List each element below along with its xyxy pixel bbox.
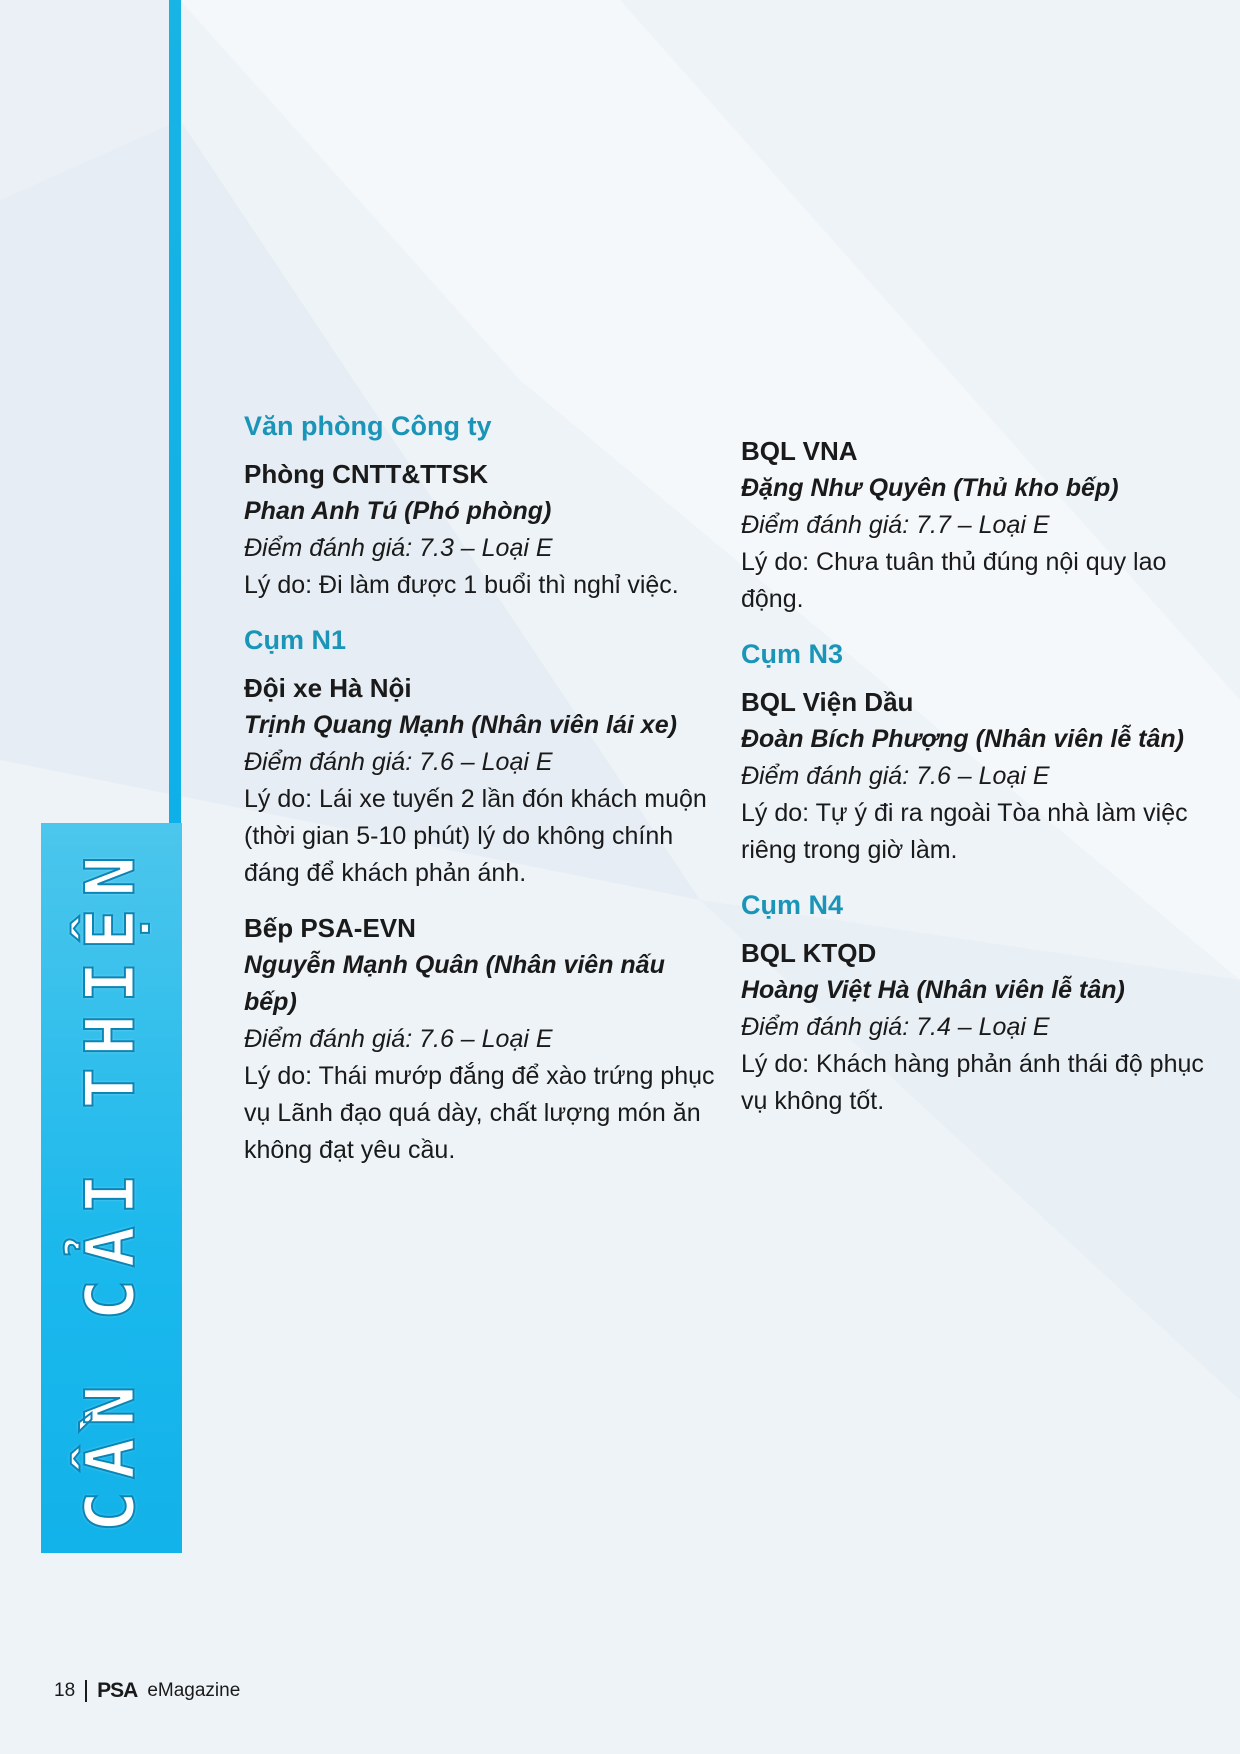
section-group bbox=[741, 636, 1211, 869]
side-title: CẦN CẢI THIỆN bbox=[71, 843, 151, 1533]
employee-entry bbox=[741, 684, 1211, 869]
employee-name: Phan Anh Tú (Phó phòng) bbox=[244, 497, 552, 525]
evaluation-score: Điểm đánh giá: 7.4 – Loại E bbox=[741, 1013, 1050, 1041]
evaluation-score: Điểm đánh giá: 7.3 – Loại E bbox=[244, 534, 553, 562]
unit-name: BQL Viện Dầu bbox=[741, 687, 914, 717]
cluster-heading: Văn phòng Công ty bbox=[244, 411, 492, 441]
employee-entry bbox=[244, 670, 724, 892]
employee-entry bbox=[244, 456, 724, 604]
evaluation-score: Điểm đánh giá: 7.6 – Loại E bbox=[741, 762, 1050, 790]
unit-name: Bếp PSA-EVN bbox=[244, 913, 416, 943]
accent-vertical-bar bbox=[169, 0, 181, 825]
employee-entry bbox=[741, 433, 1211, 618]
unit-name: BQL KTQD bbox=[741, 938, 877, 968]
evaluation-score: Điểm đánh giá: 7.6 – Loại E bbox=[244, 1025, 553, 1053]
evaluation-score: Điểm đánh giá: 7.7 – Loại E bbox=[741, 511, 1050, 539]
employee-name: Hoàng Việt Hà (Nhân viên lễ tân) bbox=[741, 976, 1125, 1004]
footer-divider bbox=[85, 1680, 87, 1702]
reason-text: Lý do: Đi làm được 1 buổi thì nghỉ việc. bbox=[244, 571, 679, 599]
cluster-heading: Cụm N3 bbox=[741, 639, 844, 669]
section-group bbox=[741, 887, 1211, 1120]
page-footer bbox=[54, 1676, 240, 1706]
employee-name: Đặng Như Quyên (Thủ kho bếp) bbox=[741, 474, 1119, 502]
left-column bbox=[244, 408, 724, 1187]
reason-text: Lý do: Chưa tuân thủ đúng nội quy lao động. bbox=[741, 548, 1167, 613]
right-column bbox=[741, 433, 1211, 1138]
employee-name: Trịnh Quang Mạnh (Nhân viên lái xe) bbox=[244, 711, 677, 739]
cluster-heading: Cụm N4 bbox=[741, 890, 844, 920]
section-group bbox=[741, 433, 1211, 618]
cluster-heading: Cụm N1 bbox=[244, 625, 347, 655]
section-group bbox=[244, 622, 724, 1169]
reason-text: Lý do: Khách hàng phản ánh thái độ phục vụ không tốt. bbox=[741, 1050, 1204, 1115]
unit-name: Phòng CNTT&TTSK bbox=[244, 459, 489, 489]
unit-name: Đội xe Hà Nội bbox=[244, 673, 412, 703]
employee-name: Đoàn Bích Phượng (Nhân viên lễ tân) bbox=[741, 725, 1184, 753]
employee-entry bbox=[244, 910, 724, 1169]
reason-text: Lý do: Thái mướp đắng để xào trứng phục vụ Lãnh đạo quá dày, chất lượng món ăn không đạt yêu cầu. bbox=[244, 1062, 715, 1164]
employee-name: Nguyễn Mạnh Quân (Nhân viên nấu bếp) bbox=[244, 951, 665, 1016]
unit-name: BQL VNA bbox=[741, 436, 858, 466]
brand-logo: PSA bbox=[97, 1679, 138, 1702]
employee-entry bbox=[741, 935, 1211, 1120]
publication-name: eMagazine bbox=[147, 1680, 241, 1701]
evaluation-score: Điểm đánh giá: 7.6 – Loại E bbox=[244, 748, 553, 776]
page-number: 18 bbox=[54, 1680, 76, 1701]
reason-text: Lý do: Lái xe tuyến 2 lần đón khách muộn (thời gian 5-10 phút) lý do không chính đáng để khách phản ánh. bbox=[244, 785, 707, 887]
reason-text: Lý do: Tự ý đi ra ngoài Tòa nhà làm việc riêng trong giờ làm. bbox=[741, 799, 1188, 864]
section-group bbox=[244, 408, 724, 604]
